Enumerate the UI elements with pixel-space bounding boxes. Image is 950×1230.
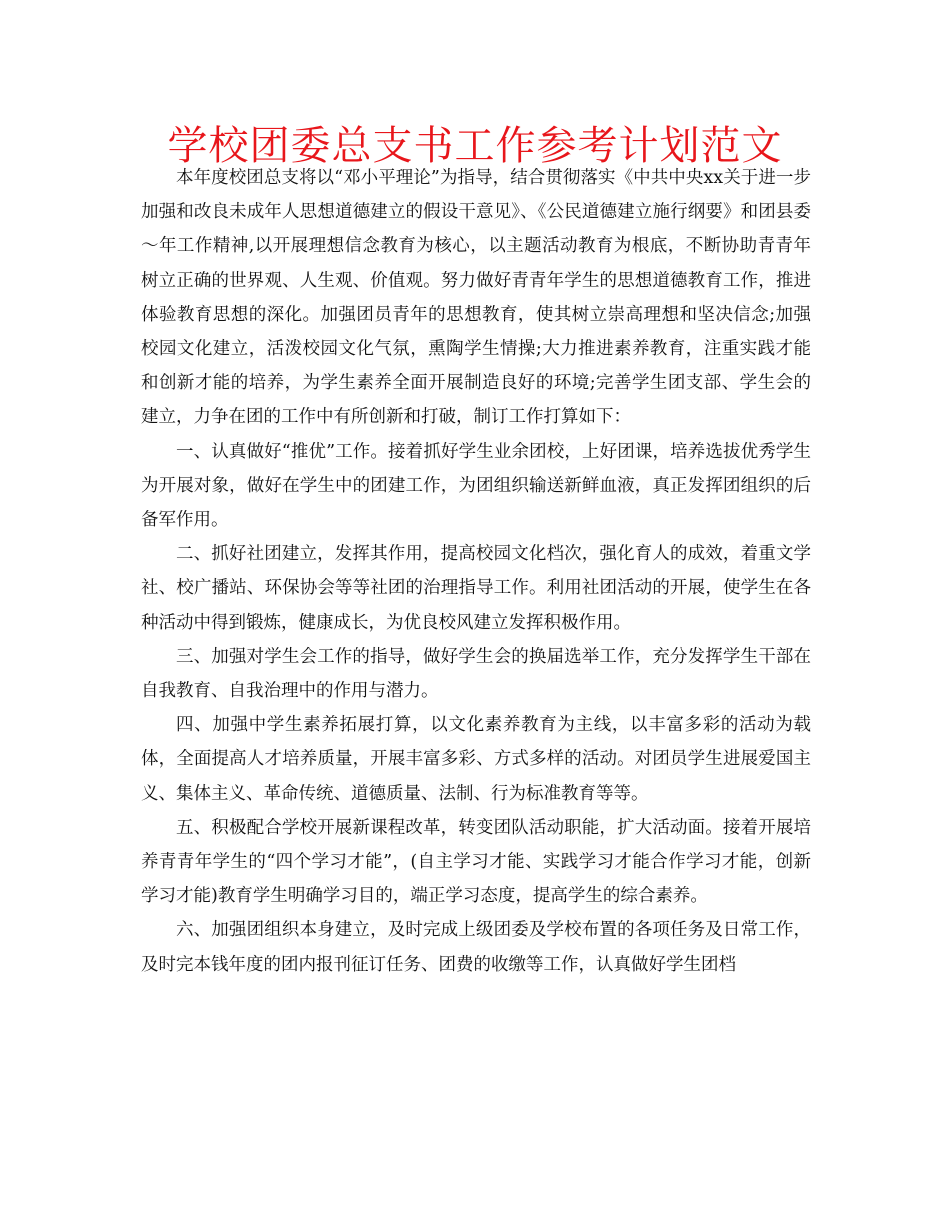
paragraph-item-3: 三、加强对学生会工作的指导，做好学生会的换届选举工作，充分发挥学生干部在自我教育、自我治理中的作用与潜力。 (141, 646, 811, 702)
paragraph-intro: 本年度校团总支将以“邓小平理论”为指导，结合贯彻落实《中共中央xx关于进一步加强和改良未成年人思想道德建立的假设干意见》、《公民道德建立施行纲要》和团县委～年工作精神,以开展理想信念教育为核心，以主题活动教育为根底，不断协助青青年树立正确的世界观、人生观、价值观。努力做好青青年学生的思想道德教育工作，推进体验教育思想的深化。加强团员青年的思想教育，使其树立崇高理想和坚决信念;加强校园文化建立，活泼校园文化气氛，熏陶学生情操;大力推进素养教育，注重实践才能和创新才能的培养，为学生素养全面开展制造良好的环境;完善学生团支部、学生会的建立，力争在团的工作中有所创新和打破，制订工作打算如下： (141, 168, 811, 428)
paragraph-item-4: 四、加强中学生素养拓展打算，以文化素养教育为主线，以丰富多彩的活动为载体，全面提高人才培养质量，开展丰富多彩、方式多样的活动。对团员学生进展爱国主义、集体主义、革命传统、道德质量、法制、行为标准教育等等。 (141, 715, 811, 804)
paragraph-item-6: 六、加强团组织本身建立，及时完成上级团委及学校布置的各项任务及日常工作，及时完本钱年度的团内报刊征订任务、团费的收缴等工作，认真做好学生团档 (141, 920, 811, 975)
document-title: 学校团委总支书工作参考计划范文 (167, 123, 783, 169)
paragraph-item-5: 五、积极配合学校开展新课程改革，转变团队活动职能，扩大活动面。接着开展培养青青年学生的“四个学习才能”，(自主学习才能、实践学习才能合作学习才能，创新学习才能)教育学生明确学习目的，端正学习态度，提高学生的综合素养。 (141, 817, 811, 907)
paragraph-item-1: 一、认真做好“推优”工作。接着抓好学生业余团校，上好团课，培养选拔优秀学生为开展对象，做好在学生中的团建工作，为团组织输送新鲜血液，真正发挥团组织的后备军作用。 (141, 441, 811, 531)
paragraph-item-2: 二、抓好社团建立，发挥其作用，提高校园文化档次，强化育人的成效，着重文学社、校广播站、环保协会等等社团的治理指导工作。利用社团活动的开展，使学生在各种活动中得到锻炼，健康成长，为优良校风建立发挥积极作用。 (141, 544, 811, 633)
document-body (141, 161, 811, 982)
